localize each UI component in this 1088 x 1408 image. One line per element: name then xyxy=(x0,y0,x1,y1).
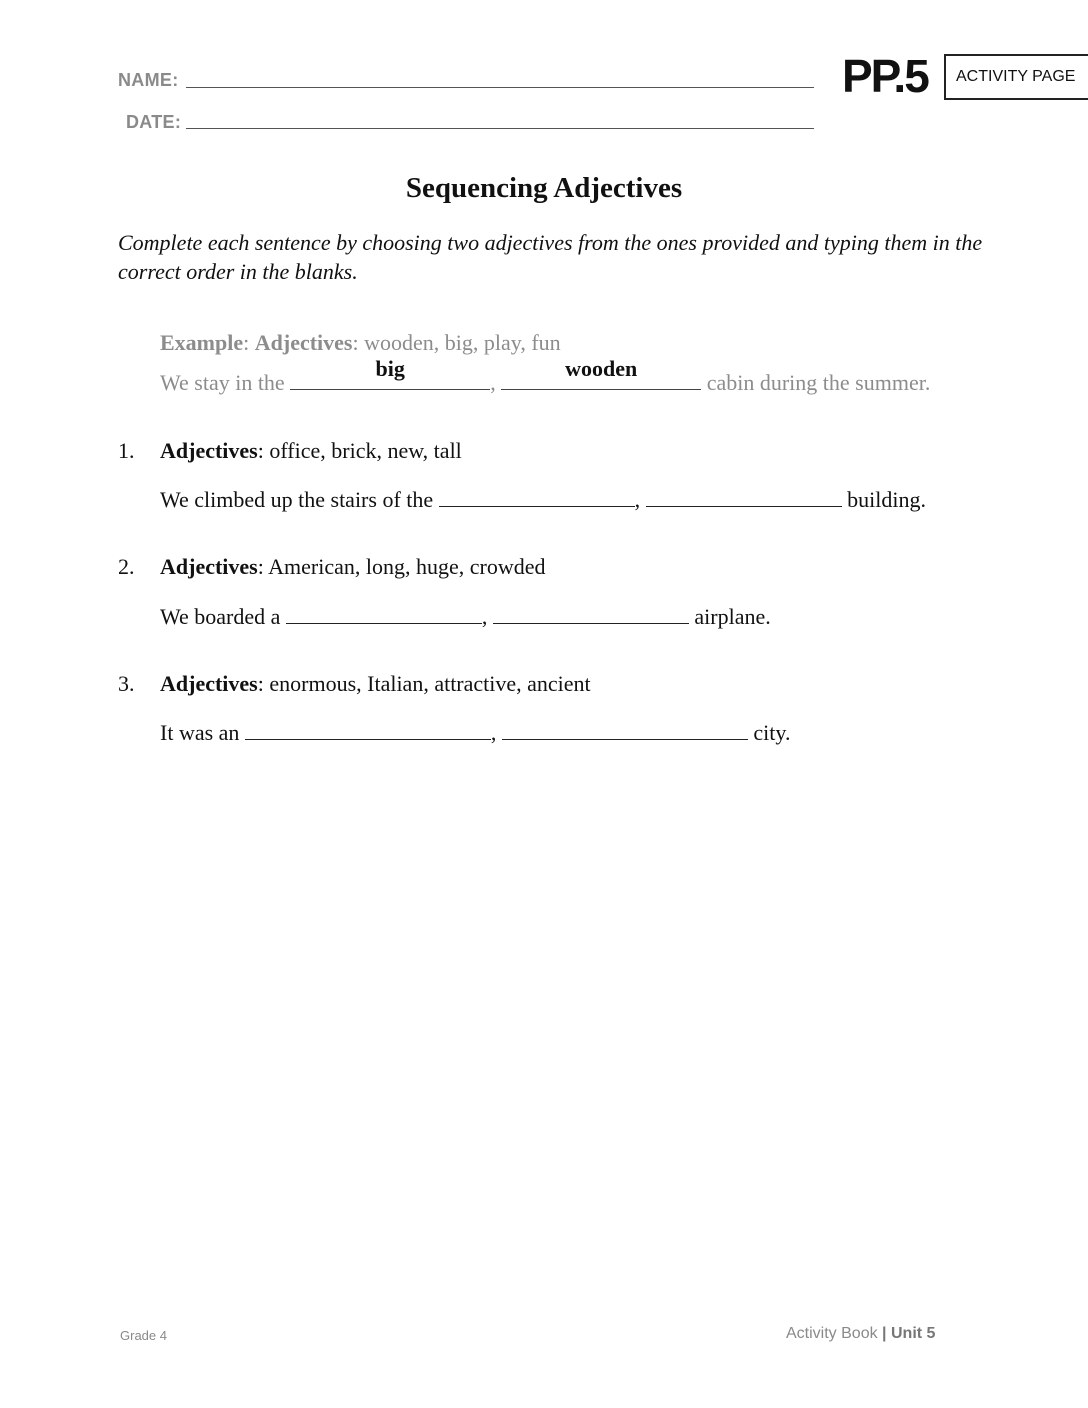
example-sentence-end: cabin during the summer. xyxy=(706,370,931,395)
item-3-blank-2[interactable] xyxy=(502,719,748,740)
item-2-sentence-start: We boarded a xyxy=(160,604,281,629)
date-line[interactable] xyxy=(186,128,814,129)
name-line[interactable] xyxy=(186,87,814,88)
item-3-comma: , xyxy=(490,720,497,745)
item-2-adjectives-line xyxy=(160,553,546,581)
item-1-adjectives-line xyxy=(160,437,462,465)
item-3-sentence xyxy=(160,719,790,747)
example-answer-2: wooden xyxy=(565,356,638,381)
item-2-comma: , xyxy=(481,604,488,629)
example-adjectives-label: Adjectives xyxy=(254,330,353,355)
example-adjectives-line: Example: Adjectives: wooden, big, play, fun xyxy=(160,330,561,355)
date-label: DATE: xyxy=(126,112,182,132)
item-1-sentence-end: building. xyxy=(847,487,926,512)
item-1-comma: , xyxy=(634,487,641,512)
item-3-number: 3. xyxy=(118,671,135,696)
example-blank-1 xyxy=(290,356,490,390)
item-3-sentence-start: It was an xyxy=(160,720,240,745)
example-adjectives: : wooden, big, play, fun xyxy=(352,330,561,355)
footer-separator: | xyxy=(882,1325,887,1342)
item-2-adjectives-label: Adjectives xyxy=(160,554,258,579)
page-title: Sequencing Adjectives xyxy=(405,172,683,204)
item-3-sentence-end: city. xyxy=(753,720,791,745)
item-1-sentence xyxy=(160,486,926,514)
example-answer-1: big xyxy=(375,356,405,381)
item-3-adjectives: : enormous, Italian, attractive, ancient xyxy=(257,671,591,696)
item-2-blank-2[interactable] xyxy=(493,603,689,624)
item-1-adjectives-label: Adjectives xyxy=(160,438,258,463)
item-2-number: 2. xyxy=(118,554,135,579)
example-label: Example xyxy=(160,330,244,355)
footer-book-unit xyxy=(786,1325,935,1343)
example-comma: , xyxy=(490,370,496,395)
item-1-blank-2[interactable] xyxy=(646,486,842,507)
item-3-blank-1[interactable] xyxy=(245,719,491,740)
item-3-adjectives-line xyxy=(160,670,591,698)
footer-unit: Unit 5 xyxy=(890,1325,936,1342)
name-label: NAME: xyxy=(118,70,179,90)
item-2-blank-1[interactable] xyxy=(286,603,482,624)
activity-page-box xyxy=(944,54,1088,100)
item-1-adjectives: : office, brick, new, tall xyxy=(257,438,462,463)
item-2-adjectives: : American, long, huge, crowded xyxy=(257,554,546,579)
item-3-adjectives-label: Adjectives xyxy=(160,671,258,696)
item-1-number: 1. xyxy=(118,438,135,463)
instructions: Complete each sentence by choosing two adjectives from the ones provided and typing them in the correct order in the blanks. xyxy=(118,230,983,284)
footer-book: Activity Book xyxy=(786,1325,878,1342)
item-1-blank-1[interactable] xyxy=(439,486,635,507)
item-1-sentence-start: We climbed up the stairs of the xyxy=(160,487,434,512)
example-sentence-start: We stay in the xyxy=(160,370,285,395)
page-code: PP.5 xyxy=(842,50,928,102)
item-2-sentence xyxy=(160,603,771,631)
example-blank-2 xyxy=(501,356,701,390)
example-sentence xyxy=(160,356,931,397)
footer-grade: Grade 4 xyxy=(120,1328,167,1343)
item-2-sentence-end: airplane. xyxy=(694,604,771,629)
activity-page-label: ACTIVITY PAGE xyxy=(956,68,1076,85)
